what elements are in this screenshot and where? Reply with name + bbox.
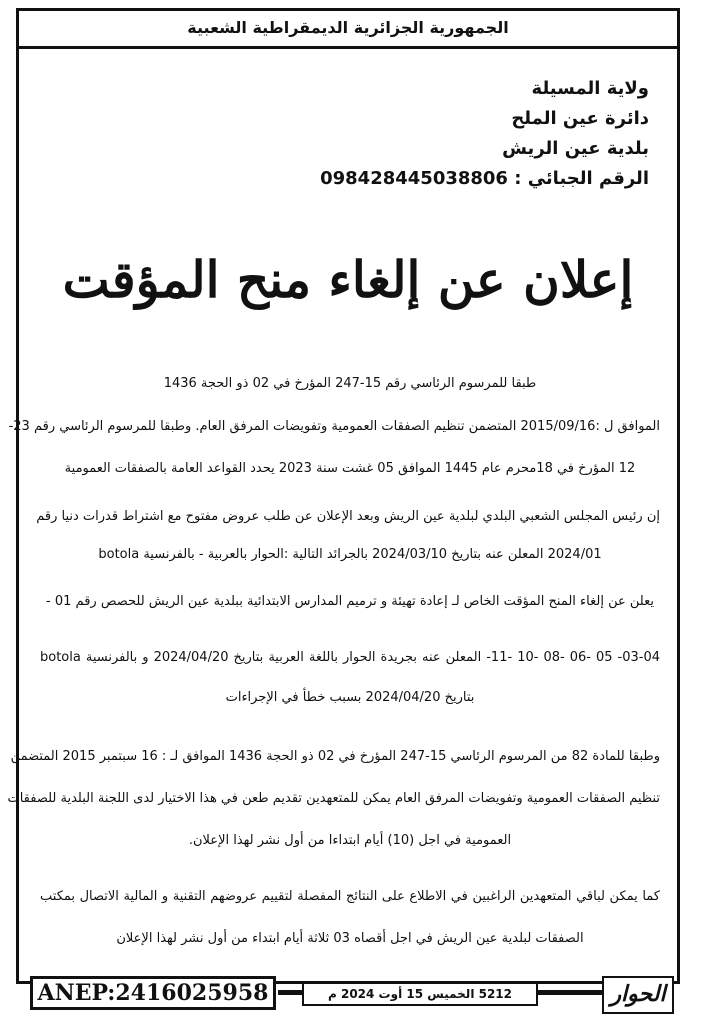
newspaper-logo: الحوار	[602, 976, 674, 1014]
notice-line: 03-04- 05 -06 -08 -10 -11- المعلن عنه بجريدة الحوار باللغة العربية بتاريخ 2024/04/20 و بالفرنسية botola	[40, 650, 661, 665]
notice-line: تنظيم الصفقات العمومية وتفويضات المرفق العام يمكن للمتعهدين تقديم طعن في هذا الاختيار لدى اللجنة البلدية للصفقات	[7, 791, 660, 806]
publication-footer	[16, 972, 680, 1018]
edition-date: 5212 الخميس 15 أوت 2024 م	[302, 982, 538, 1006]
notice-line: العمومية في اجل (10) أيام ابتداءا من أول نشر لهذا الإعلان.	[188, 833, 512, 848]
daira-label: دائرة عين الملح	[511, 108, 649, 129]
notice-line: الصفقات لبلدية عين الريش في اجل أقصاه 03 ثلاثة أيام ابتداء من أول نشر لهذا الإعلان	[116, 931, 584, 946]
tax-number-label: الرقم الجبائي :	[514, 168, 649, 189]
notice-line: كما يمكن لباقي المتعهدين الراغبين في الاطلاع على النتائج المفصلة لتقييم عروضهم التقنية و المالية الاتصال بمكتب	[40, 889, 660, 904]
notice-line: إن رئيس المجلس الشعبي البلدي لبلدية عين الريش وبعد الإعلان عن طلب عروض مفتوح مع اشتراط قدرات دنيا رقم	[36, 509, 660, 524]
notice-line: الموافق ل :2015/09/16 المتضمن تنظيم الصفقات العمومية وتفويضات المرفق العام. وطبقا للمرسوم الرئاسي رقم 23-	[8, 419, 660, 434]
notice-title: إعلان عن إلغاء منح المؤقت	[62, 250, 634, 309]
notice-line: يعلن عن إلغاء المنح المؤقت الخاص لـ إعادة تهيئة و ترميم المدارس الابتدائية ببلدية عين الريش للحصص رقم 01 -	[46, 594, 654, 609]
tax-number-value: 098428445038806	[320, 168, 508, 189]
anep-reference: ANEP:2416025958	[30, 976, 276, 1010]
notice-line: 12 المؤرخ في 18محرم عام 1445 الموافق 05 غشت سنة 2023 يحدد القواعد العامة بالصفقات العمومية	[64, 461, 636, 476]
commune-label: بلدية عين الريش	[502, 138, 649, 159]
wilaya-label: ولاية المسيلة	[531, 78, 649, 99]
footer-bar	[538, 990, 602, 995]
republic-heading: الجمهورية الجزائرية الديمقراطية الشعبية	[187, 18, 509, 37]
notice-line: طبقا للمرسوم الرئاسي رقم 15-247 المؤرخ في 02 ذو الحجة 1436	[163, 376, 537, 391]
header-divider	[16, 46, 680, 49]
footer-bar	[278, 990, 302, 995]
notice-line: بتاريخ 2024/04/20 بسبب خطأ في الإجراءات	[225, 690, 475, 705]
notice-line: وطبقا للمادة 82 من المرسوم الرئاسي 15-247 المؤرخ في 02 ذو الحجة 1436 الموافق لـ : 16 سبتمبر 2015 المتضمن	[10, 749, 660, 764]
tax-number-row	[320, 164, 649, 194]
notice-line: 2024/01 المعلن عنه بتاريخ 2024/03/10 بالجرائد التالية :الحوار بالعربية - بالفرنسية botola	[98, 547, 602, 562]
administration-block	[320, 74, 649, 194]
